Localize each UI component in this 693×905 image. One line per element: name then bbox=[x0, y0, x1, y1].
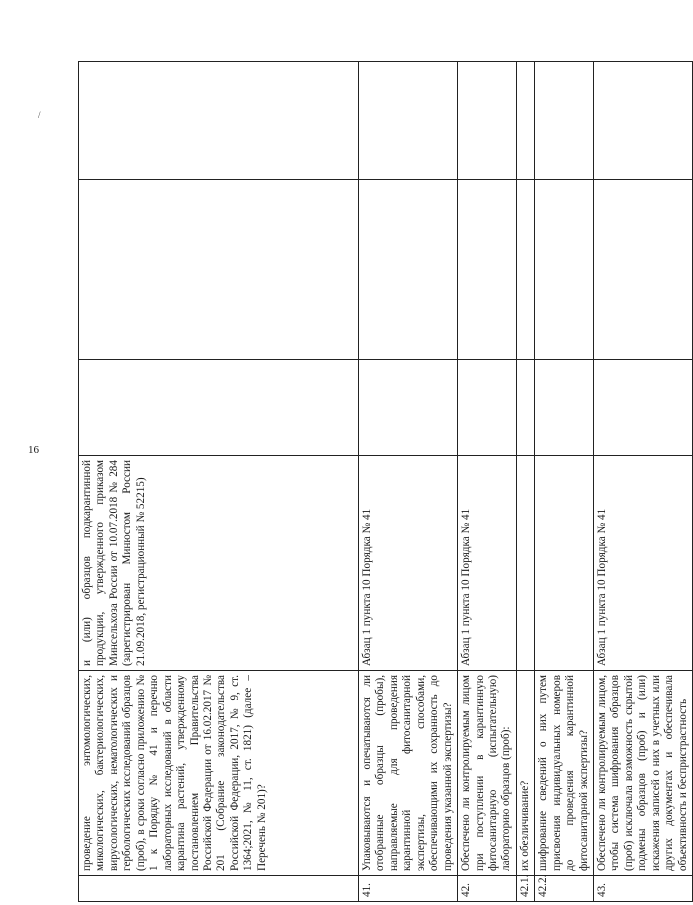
reference-cell bbox=[535, 456, 594, 671]
row-number: 42.1. bbox=[516, 876, 534, 902]
note-cell bbox=[516, 180, 534, 360]
answer-cell bbox=[535, 360, 594, 456]
answer-cell bbox=[516, 360, 534, 456]
reference-cell bbox=[516, 456, 534, 671]
requirement-cell: проведение энтомологических, микологических, бактериологических, вирусологических, нематологических и гербологических исследований образцов (проб), в сроки согласно приложению № 1 к Порядку № 41 и перечню лабораторных исследований в области карантина растений, утвержденному постановлением Правительства Российской Федерации от 16.02.2017 № 201 (Собрание законодательства Российской Федерации, 2017, № 9, ст. 1364;2021, № 11, ст. 1821) (далее – Перечень № 201)? bbox=[79, 671, 359, 876]
row-number: 42.2. bbox=[535, 876, 594, 902]
extra-cell bbox=[594, 62, 693, 180]
requirement-cell: Обеспечено ли контролируемым лицом при поступлении в карантинную фитосанитарную (испытательную) лабораторию образцов (проб): bbox=[458, 671, 517, 876]
page-number: 16 bbox=[28, 444, 39, 456]
requirement-cell: Упаковываются и опечатываются ли отобранные образцы (пробы), направляемые для проведения карантинной фитосанитарной экспертизы, способами, обеспечивающими их сохранность до проведения указанной экспертизы? bbox=[359, 671, 458, 876]
table-row bbox=[535, 62, 594, 902]
table-row bbox=[594, 62, 693, 902]
row-number bbox=[79, 876, 359, 902]
note-cell bbox=[359, 180, 458, 360]
requirement-cell: шифрование сведений о них путем присвоения индивидуальных номеров до проведения карантинной фитосанитарной экспертизы? bbox=[535, 671, 594, 876]
reference-cell: Абзац 1 пункта 10 Порядка № 41 bbox=[359, 456, 458, 671]
note-cell bbox=[594, 180, 693, 360]
note-cell bbox=[535, 180, 594, 360]
margin-mark: / bbox=[38, 110, 41, 120]
table-row bbox=[516, 62, 534, 902]
table-wrapper bbox=[78, 62, 689, 902]
answer-cell bbox=[359, 360, 458, 456]
requirement-cell: их обезличивание? bbox=[516, 671, 534, 876]
table-row bbox=[359, 62, 458, 902]
extra-cell bbox=[359, 62, 458, 180]
answer-cell bbox=[458, 360, 517, 456]
extra-cell bbox=[535, 62, 594, 180]
extra-cell bbox=[516, 62, 534, 180]
answer-cell bbox=[594, 360, 693, 456]
table-row bbox=[458, 62, 517, 902]
row-number: 43. bbox=[594, 876, 693, 902]
extra-cell bbox=[458, 62, 517, 180]
extra-cell bbox=[79, 62, 359, 180]
checklist-table bbox=[78, 61, 693, 902]
row-number: 41. bbox=[359, 876, 458, 902]
reference-cell: Абзац 1 пункта 10 Порядка № 41 bbox=[594, 456, 693, 671]
answer-cell bbox=[79, 360, 359, 456]
table-row bbox=[79, 62, 359, 902]
note-cell bbox=[79, 180, 359, 360]
row-number: 42. bbox=[458, 876, 517, 902]
requirement-cell: Обеспечено ли контролируемым лицом, чтобы система шифрования образцов (проб) исключала возможность скрытой подмены образцов (проб) и (или) искажения записей о них в учетных или других документах и обеспечивала объективность и беспристрастность bbox=[594, 671, 693, 876]
reference-cell: и (или) образцов подкарантинной продукции, утвержденного приказом Минсельхоза России от 10.07.2018 № 284 (зарегистрирован Минюстом России 21.09.2018, регистрационный № 52215) bbox=[79, 456, 359, 671]
reference-cell: Абзац 1 пункта 10 Порядка № 41 bbox=[458, 456, 517, 671]
note-cell bbox=[458, 180, 517, 360]
